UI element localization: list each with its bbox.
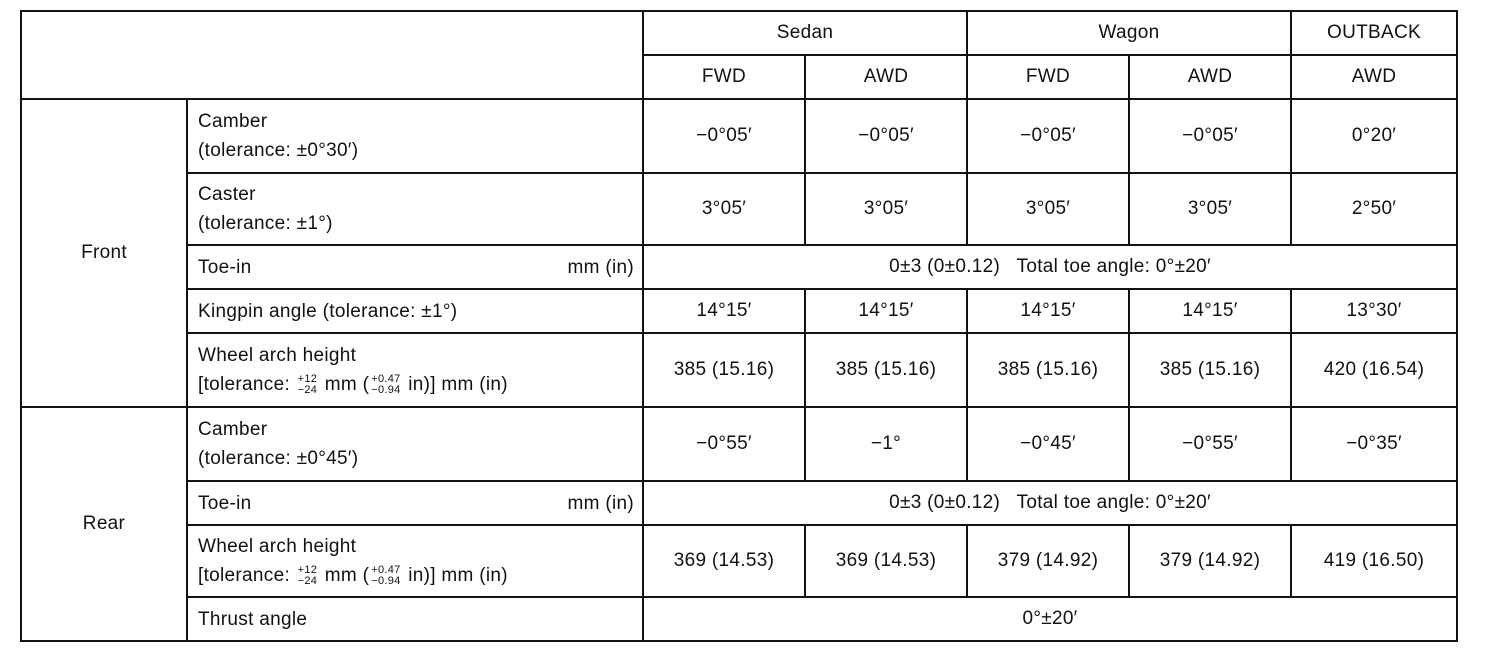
table-cell: 14°15′ — [805, 289, 967, 333]
front-caster-label: Caster (tolerance: ±1°) — [187, 173, 643, 245]
rear-toe-in-value: 0±3 (0±0.12) Total toe angle: 0°±20′ — [643, 481, 1457, 525]
section-rear-label: Rear — [21, 407, 187, 641]
table-row — [21, 245, 1457, 289]
header-outback-awd: AWD — [1291, 55, 1457, 99]
table-cell: 3°05′ — [643, 173, 805, 245]
header-wagon-awd: AWD — [1129, 55, 1291, 99]
header-sedan-awd: AWD — [805, 55, 967, 99]
in-tolerance: +0.47 −0.94 — [371, 563, 401, 587]
table-cell: −0°05′ — [967, 99, 1129, 173]
table-cell: 385 (15.16) — [1129, 333, 1291, 407]
header-blank-cell — [21, 11, 643, 99]
table-cell: 385 (15.16) — [967, 333, 1129, 407]
front-kingpin-label: Kingpin angle (tolerance: ±1°) — [187, 289, 643, 333]
rear-toe-in-label: Toe-in mm (in) — [187, 481, 643, 525]
table-cell: 14°15′ — [967, 289, 1129, 333]
table-cell: 385 (15.16) — [643, 333, 805, 407]
table-row — [21, 333, 1457, 407]
table-row — [21, 481, 1457, 525]
table-cell: −0°05′ — [805, 99, 967, 173]
header-sedan-fwd: FWD — [643, 55, 805, 99]
rear-camber-label: Camber (tolerance: ±0°45′) — [187, 407, 643, 481]
table-cell: 379 (14.92) — [967, 525, 1129, 597]
table-cell: −1° — [805, 407, 967, 481]
front-toe-in-label: Toe-in mm (in) — [187, 245, 643, 289]
table-cell: 385 (15.16) — [805, 333, 967, 407]
header-outback: OUTBACK — [1291, 11, 1457, 55]
table-row — [21, 597, 1457, 641]
table-cell: 13°30′ — [1291, 289, 1457, 333]
mm-tolerance: +12 −24 — [297, 563, 318, 587]
section-front-label: Front — [21, 99, 187, 407]
table-cell: 379 (14.92) — [1129, 525, 1291, 597]
front-camber-label: Camber (tolerance: ±0°30′) — [187, 99, 643, 173]
table-cell: −0°45′ — [967, 407, 1129, 481]
table-row — [21, 525, 1457, 597]
table-cell: −0°55′ — [1129, 407, 1291, 481]
table-row — [21, 289, 1457, 333]
table-cell: 420 (16.54) — [1291, 333, 1457, 407]
table-cell: 3°05′ — [805, 173, 967, 245]
header-wagon-fwd: FWD — [967, 55, 1129, 99]
table-cell: 14°15′ — [1129, 289, 1291, 333]
mm-tolerance: +12 −24 — [297, 372, 318, 396]
front-toe-in-value: 0±3 (0±0.12) Total toe angle: 0°±20′ — [643, 245, 1457, 289]
table-cell: 14°15′ — [643, 289, 805, 333]
table-cell: 3°05′ — [967, 173, 1129, 245]
rear-thrust-label: Thrust angle — [187, 597, 643, 641]
table-cell: 2°50′ — [1291, 173, 1457, 245]
in-tolerance: +0.47 −0.94 — [371, 372, 401, 396]
table-cell: 369 (14.53) — [643, 525, 805, 597]
alignment-spec-table — [20, 10, 1458, 642]
table-row — [21, 173, 1457, 245]
table-cell: 0°20′ — [1291, 99, 1457, 173]
table-cell: −0°05′ — [1129, 99, 1291, 173]
table-cell: 419 (16.50) — [1291, 525, 1457, 597]
header-sedan: Sedan — [643, 11, 967, 55]
table-cell: −0°55′ — [643, 407, 805, 481]
rear-thrust-value: 0°±20′ — [643, 597, 1457, 641]
table-cell: 3°05′ — [1129, 173, 1291, 245]
table-cell: −0°35′ — [1291, 407, 1457, 481]
table-row — [21, 99, 1457, 173]
front-wheel-arch-label: Wheel arch height [tolerance: +12 −24 mm ( +0.47 −0.94 in)] mm (in) — [187, 333, 643, 407]
table-row — [21, 407, 1457, 481]
rear-wheel-arch-label: Wheel arch height [tolerance: +12 −24 mm ( +0.47 −0.94 in)] mm (in) — [187, 525, 643, 597]
header-wagon: Wagon — [967, 11, 1291, 55]
table-cell: −0°05′ — [643, 99, 805, 173]
table-cell: 369 (14.53) — [805, 525, 967, 597]
